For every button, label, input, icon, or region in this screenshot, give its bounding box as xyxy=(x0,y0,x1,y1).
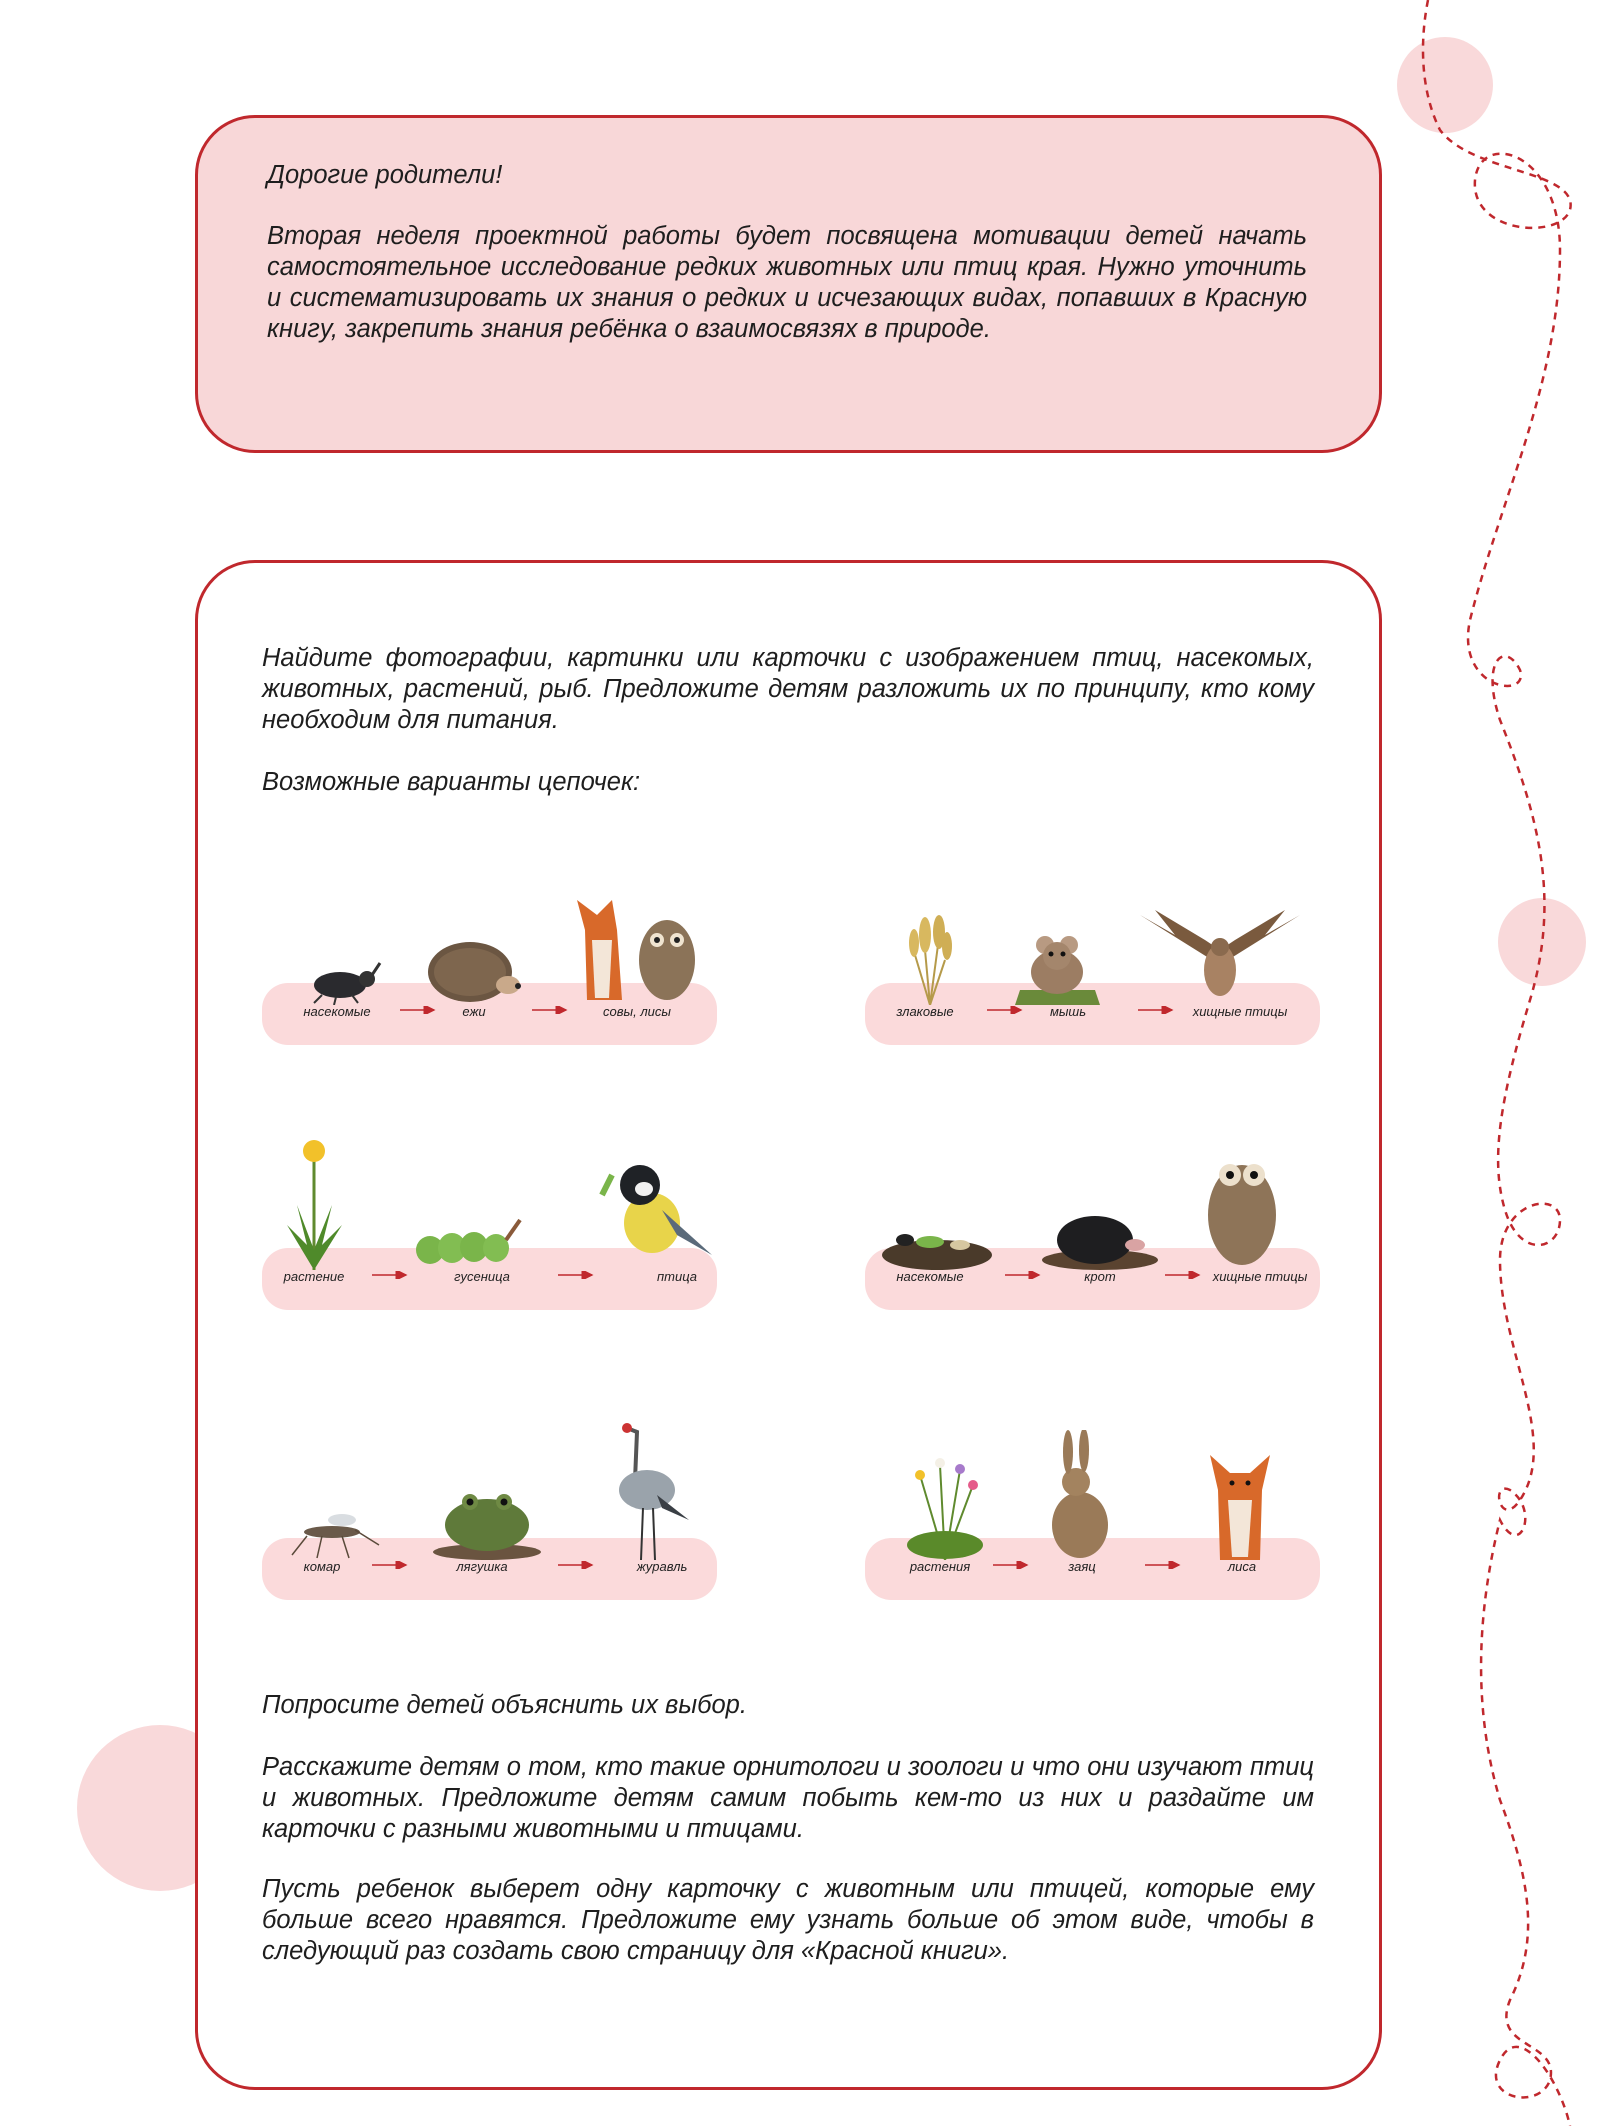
intro-greeting: Дорогие родители! xyxy=(267,161,503,189)
chain-label-3: журавль xyxy=(636,1559,688,1574)
intro-paragraph: Вторая неделя проектной работы будет посвящена мотивации детей начать самостоятельное исследование редких животных или птиц края. Нужно уточнить и систематизировать их знания о редких и исчезающих видах, попавших в Красную книгу, закрепить знания ребёнка о взаимосвязях в природе. xyxy=(267,222,1307,343)
chain-label-2: заяц xyxy=(1068,1559,1096,1574)
arrow-icon xyxy=(532,1006,568,1014)
fox-and-owl-icon xyxy=(567,880,702,1005)
arrow-icon xyxy=(1165,1271,1201,1279)
chain-label-3: лиса xyxy=(1227,1559,1257,1574)
arrow-icon xyxy=(1138,1006,1174,1014)
chain-label-1: растения xyxy=(909,1559,971,1574)
choose-text: Пусть ребенок выберет одну карточку с животным или птицей, которые ему больше всего нравятся. Предложите ему узнать больше об этом виде, чтобы в следующий раз создать свою страницу для «Красной книги». xyxy=(262,1875,1314,1965)
chain-label-2: мышь xyxy=(1049,1004,1087,1019)
insects-icon xyxy=(880,1210,995,1270)
chain-label-1: растение xyxy=(283,1269,345,1284)
wheat-icon xyxy=(900,910,960,1005)
fox-icon xyxy=(1200,1445,1280,1560)
chain-label-2: крот xyxy=(1084,1269,1116,1284)
chain-label-2: лягушка xyxy=(456,1559,508,1574)
arrow-icon xyxy=(372,1271,408,1279)
chain-label-1: насекомые xyxy=(896,1269,964,1284)
caterpillar-icon xyxy=(410,1210,525,1270)
tell-text: Расскажите детям о том, кто такие орнитологи и зоологи и что они изучают птиц и животных. Предложите детям самим побыть кем-то из них и раздайте им карточки с разными животными и птицами. xyxy=(262,1753,1314,1843)
arrow-icon xyxy=(372,1561,408,1569)
crane-icon xyxy=(607,1420,692,1560)
mole-icon xyxy=(1040,1205,1160,1270)
chain-label-1: злаковые xyxy=(896,1004,954,1019)
decor-circle-top xyxy=(1397,37,1493,133)
instruction-text: Найдите фотографии, картинки или карточки с изображением птиц, насекомых, животных, растений, рыб. Предложите детям разложить их по принципу, кто кому необходим для питания. xyxy=(262,644,1314,734)
ask-text: Попросите детей объяснить их выбор. xyxy=(262,1691,747,1719)
mouse-icon xyxy=(1015,920,1100,1005)
owl-icon xyxy=(1200,1135,1285,1270)
arrow-icon xyxy=(558,1561,594,1569)
hawk-icon xyxy=(1135,905,1305,1005)
arrow-icon xyxy=(558,1271,594,1279)
titmouse-icon xyxy=(592,1155,717,1270)
beetle-icon xyxy=(302,955,382,1005)
chain-label-3: птица xyxy=(656,1269,698,1284)
food-chain-3 xyxy=(262,1110,717,1310)
chain-label-1: комар xyxy=(303,1559,341,1574)
frog-icon xyxy=(432,1480,542,1560)
variants-heading: Возможные варианты цепочек: xyxy=(262,768,641,796)
decor-circle-mid xyxy=(1498,898,1586,986)
flowers-icon xyxy=(905,1445,985,1560)
decor-dashed-line xyxy=(1423,0,1571,2126)
food-chain-2 xyxy=(865,845,1320,1045)
arrow-icon xyxy=(1145,1561,1181,1569)
food-chain-1 xyxy=(262,845,717,1045)
chain-label-2: ежи xyxy=(462,1004,486,1019)
food-chain-6 xyxy=(865,1400,1320,1600)
hare-icon xyxy=(1040,1430,1120,1560)
chain-label-1: насекомые xyxy=(303,1004,371,1019)
chain-label-3: хищные птицы xyxy=(1192,1004,1288,1019)
food-chain-5 xyxy=(262,1400,717,1600)
chain-label-2: гусеница xyxy=(454,1269,510,1284)
dandelion-icon xyxy=(277,1135,352,1270)
chain-label-3: совы, лисы xyxy=(603,1004,671,1019)
arrow-icon xyxy=(1005,1271,1041,1279)
hedgehog-icon xyxy=(422,930,522,1005)
chain-label-3: хищные птицы xyxy=(1212,1269,1308,1284)
mosquito-icon xyxy=(287,1500,382,1560)
food-chain-4 xyxy=(865,1110,1320,1310)
